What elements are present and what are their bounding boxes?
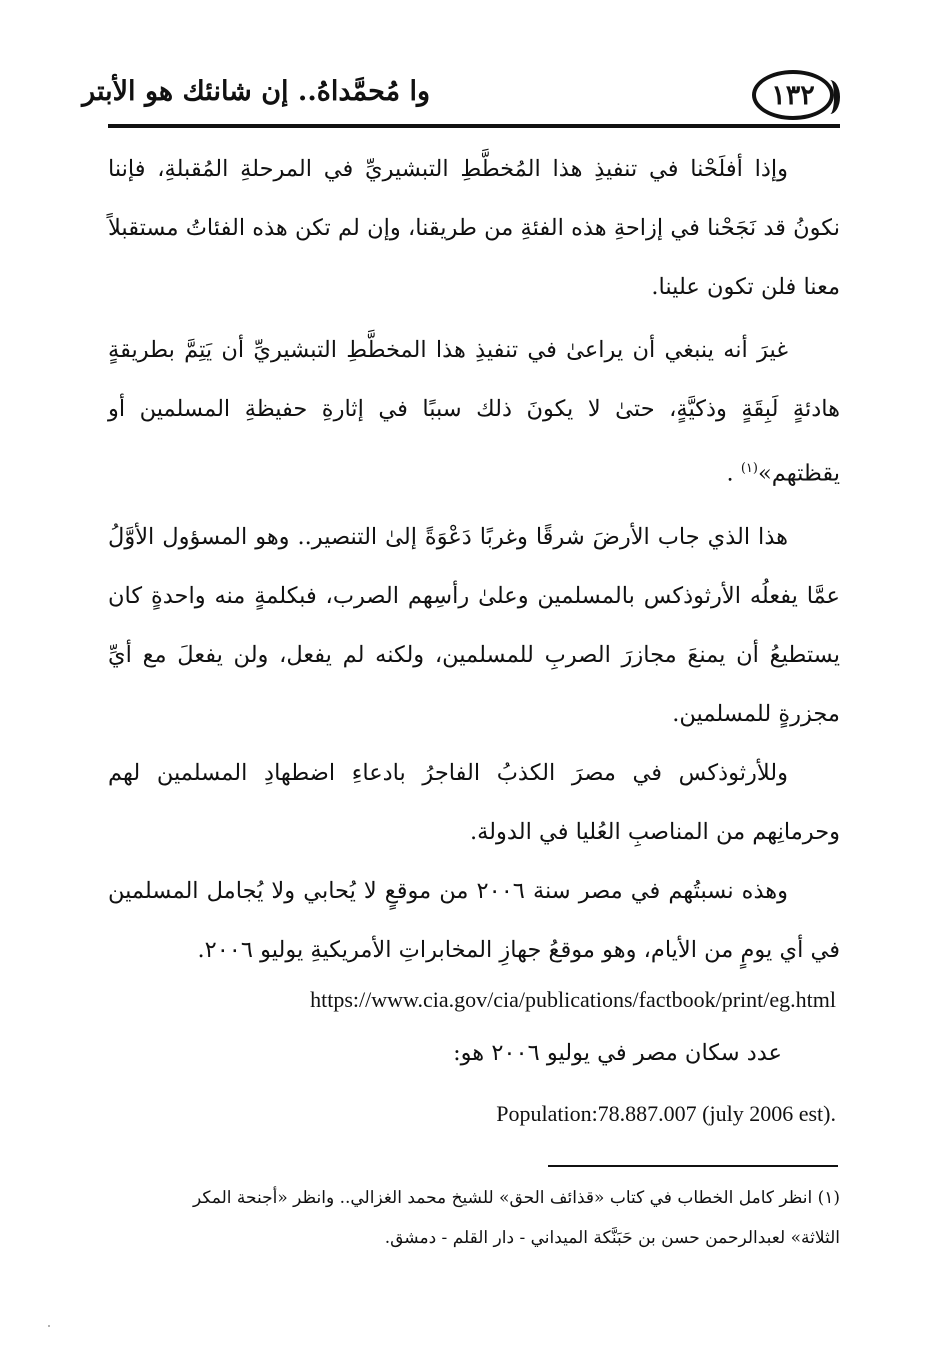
- footnote-line-1: (١) انظر كامل الخطاب في كتاب «قذائف الحق» للشيخ محمد الغزالي.. وانظر «أجنحة المكر: [193, 1188, 840, 1208]
- running-header-title: وا مُحمَّداهُ.. إن شانئك هو الأبتر: [82, 76, 430, 107]
- scan-speck: [48, 1325, 50, 1327]
- paragraph-2-text: غيرَ أنه ينبغي أن يراعىٰ في تنفيذِ هذا المخطَّطِ التبشيريِّ أن يَتِمَّ بطريقةٍ هادئةٍ لَبِقَةٍ وذكيَّةٍ، حتىٰ لا يكونَ ذلك سببًا في إثارةِ حفيظةِ المسلمين أو يقظتهم»: [108, 337, 840, 487]
- header-rule: [108, 124, 840, 128]
- paragraph-5: وهذه نسبتُهم في مصر سنة ٢٠٠٦ من موقعٍ لا يُحابي ولا يُجامل المسلمين في أي يومٍ من الأيام، وهو موقعُ جهازِ المخابراتِ الأمريكيةِ يوليو ٢٠٠٦.: [108, 877, 840, 963]
- footnote: [108, 1178, 840, 1258]
- footnote-separator: [548, 1165, 838, 1167]
- population-figure: Population:78.887.007 (july 2006 est).: [496, 1101, 836, 1126]
- page-number-frame: [752, 70, 834, 120]
- body-text: [108, 140, 840, 980]
- source-url: https://www.cia.gov/cia/publications/factbook/print/eg.html: [310, 987, 836, 1012]
- footnote-line-2: الثلاثة» لعبدالرحمن حسن بن حَبَنَّكة الميداني - دار القلم - دمشق.: [384, 1228, 840, 1248]
- footnote-marker: (١): [740, 461, 758, 476]
- population-intro: عدد سكان مصر في يوليو ٢٠٠٦ هو:: [453, 1040, 782, 1066]
- paragraph-1: وإذا أفلَحْنا في تنفيذِ هذا المُخطَّطِ التبشيريِّ في المرحلةِ المُقبلةِ، فإننا نكونُ قد نَجَحْنا في إزاحةِ هذه الفئةِ من طريقنا، وإن لم تكن هذه الفئاتُ مستقبلاً معنا فلن تكون علينا.: [108, 156, 840, 300]
- page-number: ١٣٢: [771, 79, 815, 111]
- paragraph-2: غيرَ أنه ينبغي أن يراعىٰ في تنفيذِ هذا المخطَّطِ التبشيريِّ أن يَتِمَّ بطريقةٍ هادئةٍ لَبِقَةٍ وذكيَّةٍ، حتىٰ لا يكونَ ذلك سببًا في إثارةِ حفيظةِ المسلمين أو يقظتهم»$^{(١)}$ .: [108, 337, 840, 487]
- paragraph-4: وللأرثوذكس في مصرَ الكذبُ الفاجرُ بادعاءِ اضطهادِ المسلمين لهم وحرمانِهم من المناصبِ العُليا في الدولة.: [108, 759, 840, 845]
- paragraph-3: هذا الذي جاب الأرضَ شرقًا وغربًا دَعْوَةً إلىٰ التنصير.. وهو المسؤول الأوَّلُ عمَّا يفعلُه الأرثوذكس بالمسلمين وعلىٰ رأسِهم الصرب، فبكلمةٍ منه واحدةٍ كان يستطيعُ أن يمنعَ مجازرَ الصربِ للمسلمين، ولكنه لم يفعل، ولن يفعلَ مع أيِّ مجزرةٍ للمسلمين.: [108, 523, 840, 727]
